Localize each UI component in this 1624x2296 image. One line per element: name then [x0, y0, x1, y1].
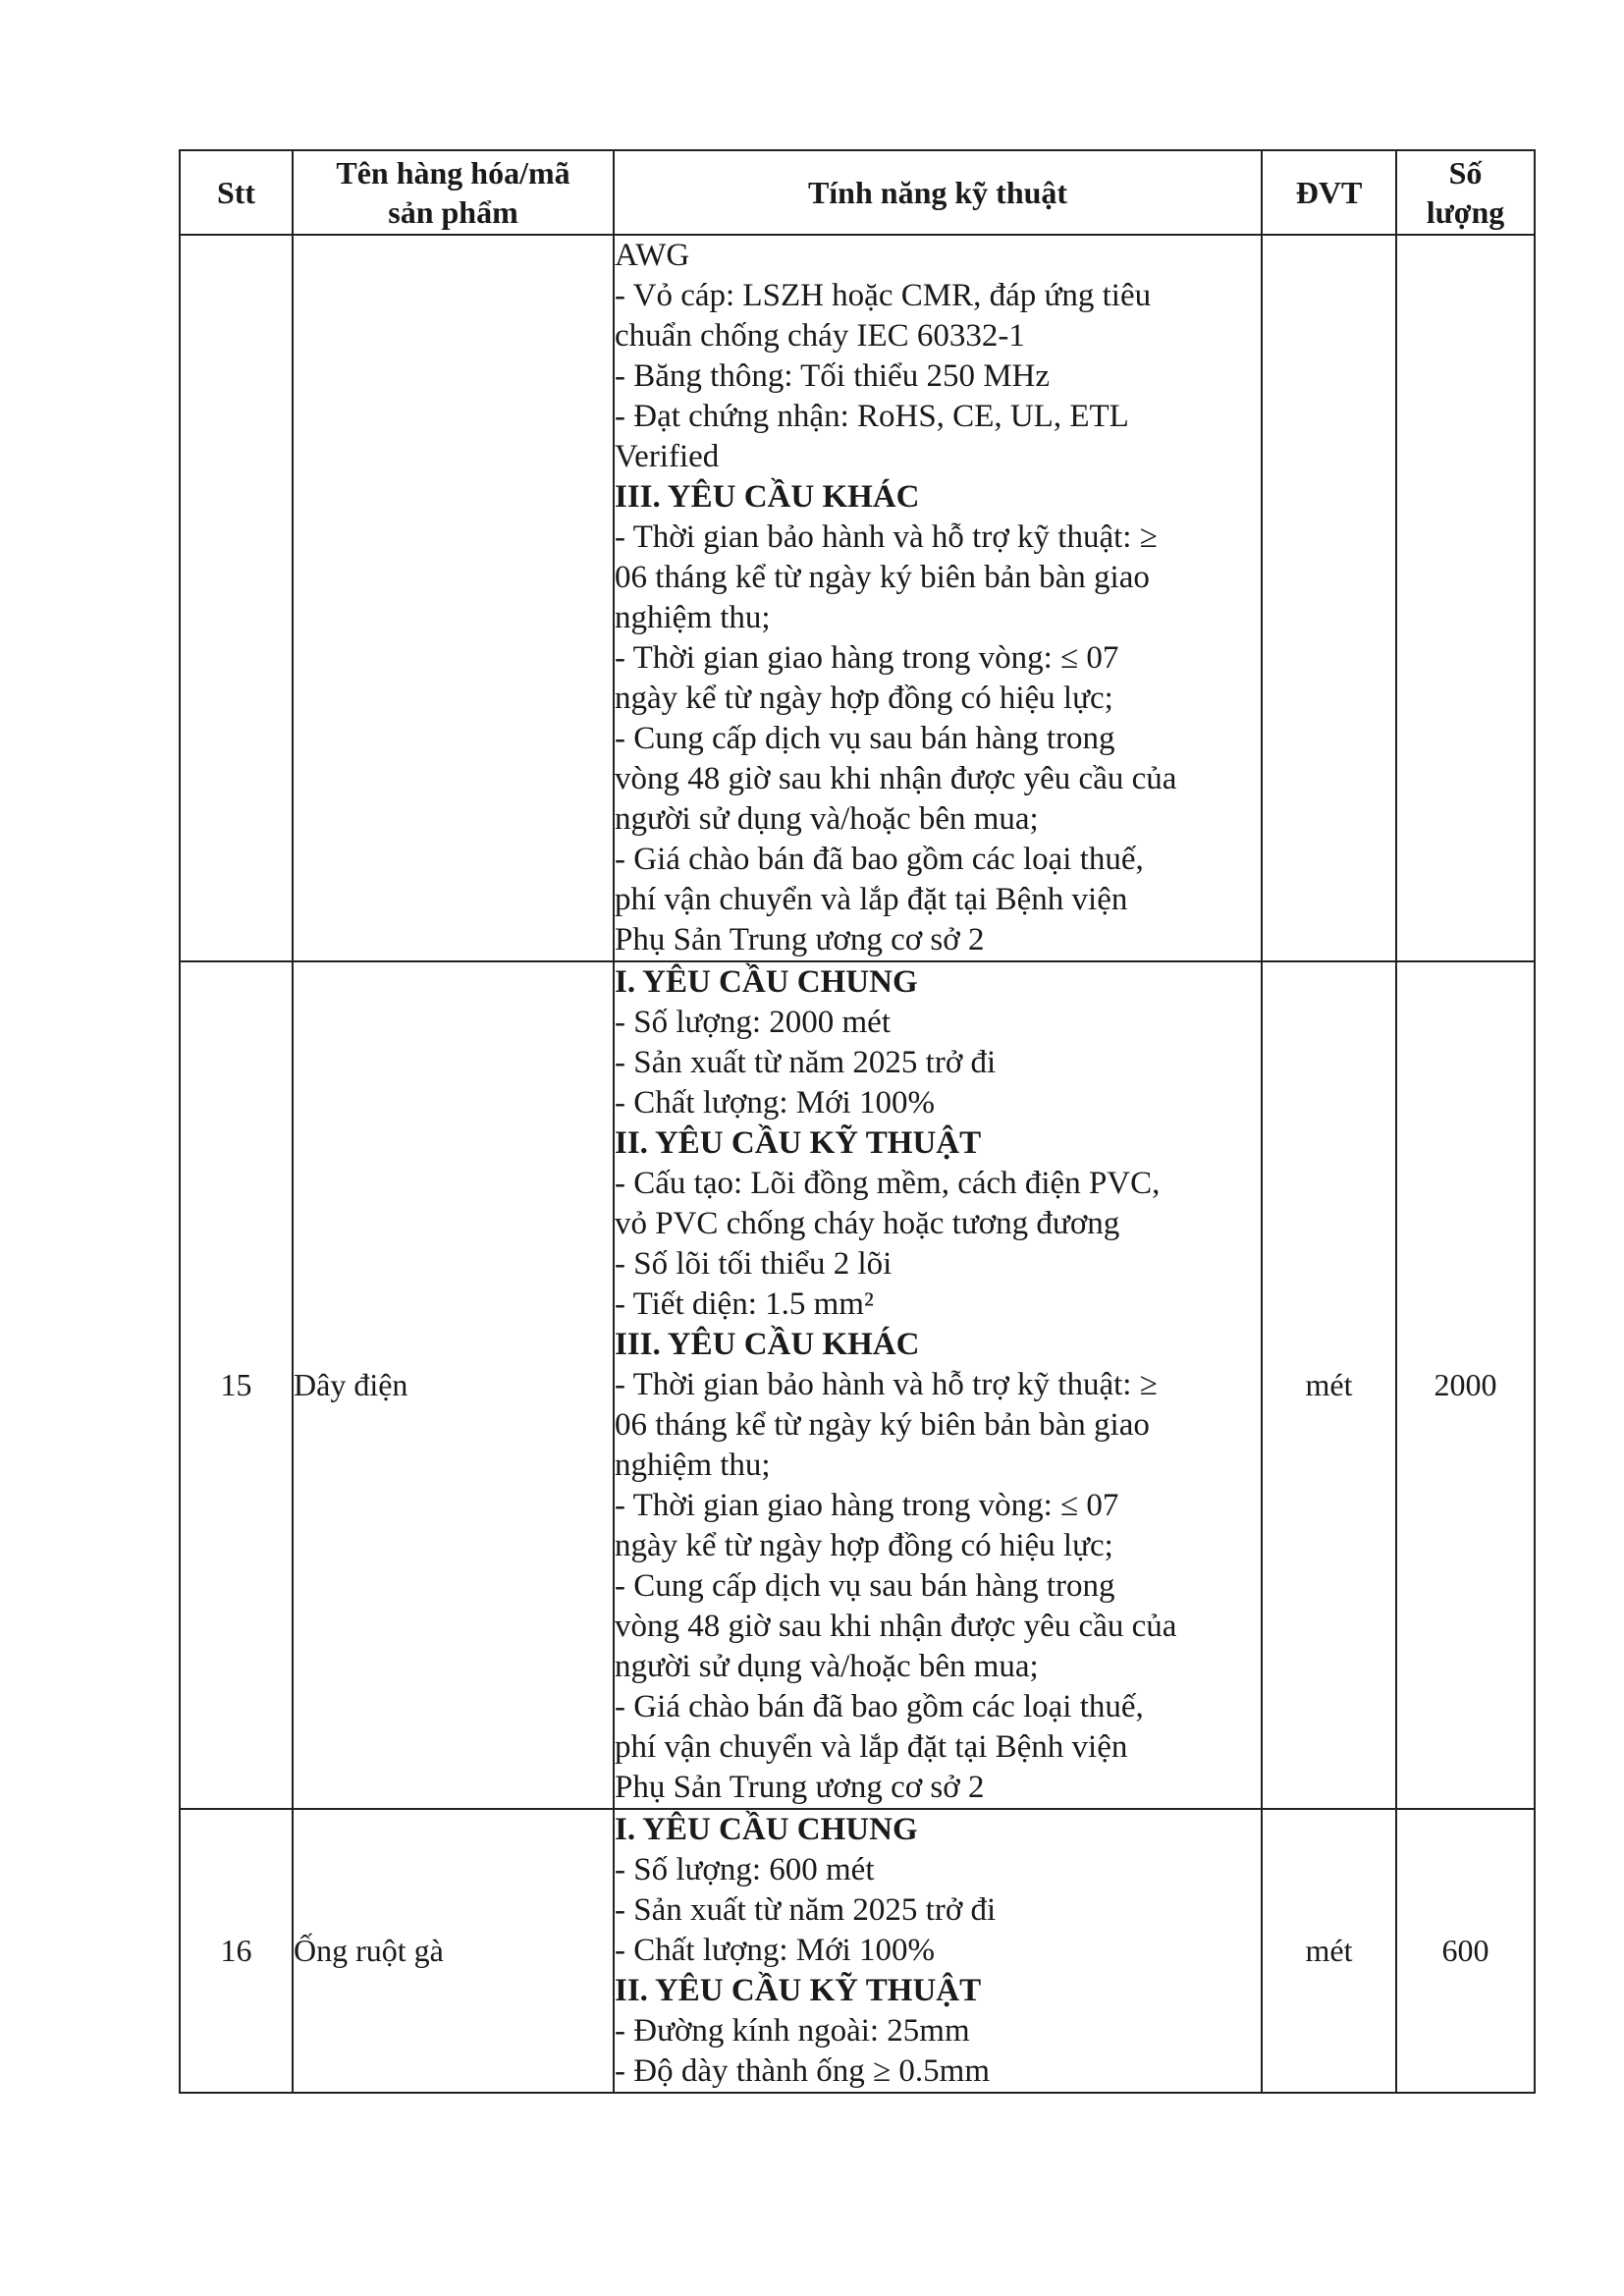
table-row	[180, 235, 1535, 961]
table-row	[180, 1809, 1535, 2093]
spec-line: - Số lượng: 2000 mét	[615, 1005, 891, 1040]
header-technical-spec: Tính năng kỹ thuật	[614, 150, 1262, 235]
spec-line: 06 tháng kể từ ngày ký biên bản bàn giao	[615, 560, 1150, 595]
spec-line: Verified	[615, 439, 720, 474]
row-quantity: 600	[1396, 1809, 1535, 2093]
spec-line: - Chất lượng: Mới 100%	[615, 1085, 935, 1121]
spec-line: nghiệm thu;	[615, 600, 771, 635]
row-stt: 15	[180, 961, 293, 1809]
spec-line: ngày kể từ ngày hợp đồng có hiệu lực;	[615, 1528, 1113, 1563]
row-technical-spec	[614, 235, 1262, 961]
spec-line: người sử dụng và/hoặc bên mua;	[615, 801, 1039, 837]
spec-line: - Giá chào bán đã bao gồm các loại thuế,	[615, 842, 1144, 877]
spec-line: người sử dụng và/hoặc bên mua;	[615, 1649, 1039, 1684]
row-stt	[180, 235, 293, 961]
spec-line: vòng 48 giờ sau khi nhận được yêu cầu của	[615, 1609, 1177, 1644]
spec-section-heading: II. YÊU CẦU KỸ THUẬT	[615, 1973, 982, 2008]
spec-section-heading: III. YÊU CẦU KHÁC	[615, 479, 920, 515]
header-product-name-line2: sản phẩm	[388, 194, 518, 230]
header-quantity-line1: Số	[1448, 155, 1483, 191]
spec-table	[179, 149, 1536, 2094]
spec-section-heading: I. YÊU CẦU CHUNG	[615, 1812, 918, 1847]
row-technical-spec	[614, 1809, 1262, 2093]
spec-line: Phụ Sản Trung ương cơ sở 2	[615, 922, 985, 957]
spec-line: - Sản xuất từ năm 2025 trở đi	[615, 1892, 997, 1928]
spec-line: 06 tháng kể từ ngày ký biên bản bàn giao	[615, 1407, 1150, 1443]
spec-line: chuẩn chống cháy IEC 60332-1	[615, 318, 1025, 354]
row-unit	[1262, 235, 1396, 961]
spec-line: - Chất lượng: Mới 100%	[615, 1933, 935, 1968]
spec-line: - Thời gian bảo hành và hỗ trợ kỹ thuật: ≥	[615, 1367, 1158, 1402]
spec-line: ngày kể từ ngày hợp đồng có hiệu lực;	[615, 681, 1113, 716]
spec-line: - Cung cấp dịch vụ sau bán hàng trong	[615, 721, 1115, 756]
row-stt: 16	[180, 1809, 293, 2093]
spec-line: vòng 48 giờ sau khi nhận được yêu cầu của	[615, 761, 1177, 796]
header-stt: Stt	[180, 150, 293, 235]
table-header-row	[180, 150, 1535, 235]
header-product-name-line1: Tên hàng hóa/mã	[336, 155, 570, 191]
spec-line: - Đường kính ngoài: 25mm	[615, 2013, 970, 2049]
spec-line: - Cấu tạo: Lõi đồng mềm, cách điện PVC,	[615, 1166, 1161, 1201]
spec-line: - Số lõi tối thiểu 2 lõi	[615, 1246, 893, 1282]
spec-line: - Cung cấp dịch vụ sau bán hàng trong	[615, 1568, 1115, 1604]
spec-line: phí vận chuyển và lắp đặt tại Bệnh viện	[615, 1729, 1128, 1765]
row-quantity: 2000	[1396, 961, 1535, 1809]
spec-line: - Thời gian giao hàng trong vòng: ≤ 07	[615, 1488, 1119, 1523]
header-unit: ĐVT	[1262, 150, 1396, 235]
row-product-name: Ống ruột gà	[293, 1809, 614, 2093]
header-quantity	[1396, 150, 1535, 235]
row-unit: mét	[1262, 1809, 1396, 2093]
row-product-name	[293, 235, 614, 961]
spec-line: nghiệm thu;	[615, 1448, 771, 1483]
spec-section-heading: II. YÊU CẦU KỸ THUẬT	[615, 1125, 982, 1161]
spec-section-heading: I. YÊU CẦU CHUNG	[615, 964, 918, 1000]
spec-line: Phụ Sản Trung ương cơ sở 2	[615, 1770, 985, 1805]
spec-section-heading: III. YÊU CẦU KHÁC	[615, 1327, 920, 1362]
spec-line: - Độ dày thành ống ≥ 0.5mm	[615, 2053, 990, 2089]
spec-line: - Đạt chứng nhận: RoHS, CE, UL, ETL	[615, 399, 1129, 434]
spec-line: - Băng thông: Tối thiểu 250 MHz	[615, 358, 1051, 394]
spec-line: phí vận chuyển và lắp đặt tại Bệnh viện	[615, 882, 1128, 917]
spec-line: - Tiết diện: 1.5 mm²	[615, 1286, 874, 1322]
spec-line: - Vỏ cáp: LSZH hoặc CMR, đáp ứng tiêu	[615, 278, 1152, 313]
row-quantity	[1396, 235, 1535, 961]
spec-line: AWG	[615, 238, 690, 273]
spec-line: vỏ PVC chống cháy hoặc tương đương	[615, 1206, 1120, 1241]
spec-line: - Thời gian giao hàng trong vòng: ≤ 07	[615, 640, 1119, 676]
spec-line: - Thời gian bảo hành và hỗ trợ kỹ thuật: ≥	[615, 519, 1158, 555]
header-quantity-line2: lượng	[1426, 194, 1505, 230]
spec-line: - Sản xuất từ năm 2025 trở đi	[615, 1045, 997, 1080]
header-product-name	[293, 150, 614, 235]
row-technical-spec	[614, 961, 1262, 1809]
row-product-name: Dây điện	[293, 961, 614, 1809]
spec-line: - Giá chào bán đã bao gồm các loại thuế,	[615, 1689, 1144, 1724]
table-row	[180, 961, 1535, 1809]
row-unit: mét	[1262, 961, 1396, 1809]
spec-line: - Số lượng: 600 mét	[615, 1852, 875, 1887]
